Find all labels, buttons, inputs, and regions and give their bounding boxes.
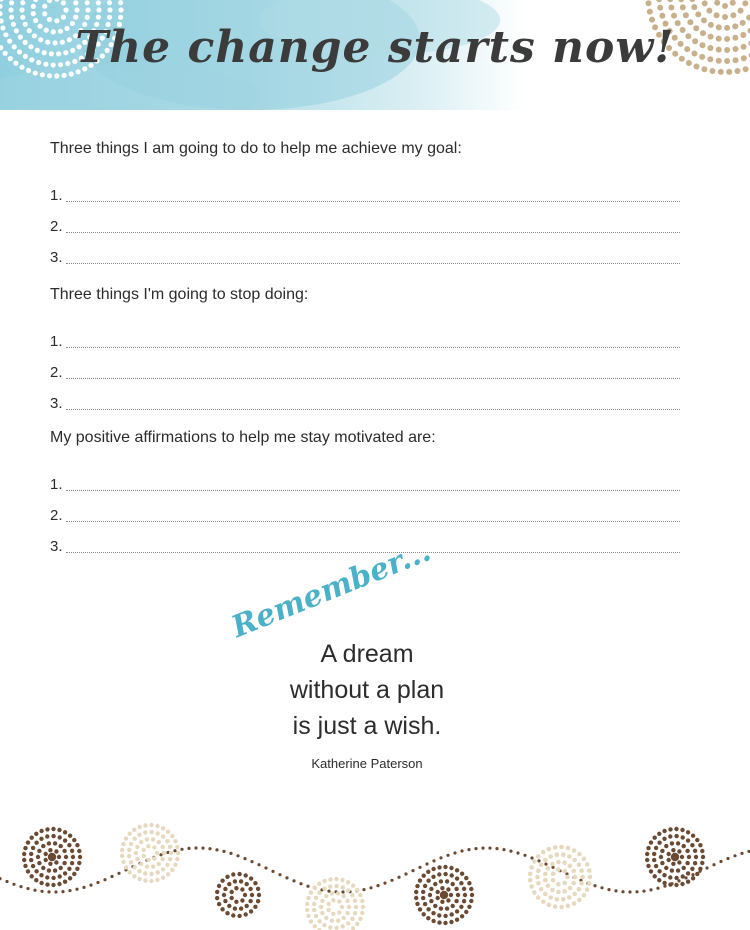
- quote-line: without a plan: [289, 676, 445, 704]
- answer-line[interactable]: [50, 320, 680, 351]
- quote-line: is just a wish.: [292, 712, 442, 740]
- dotted-answer-field[interactable]: [66, 476, 680, 491]
- section-stop-things: [50, 284, 680, 413]
- remember-label: Remember...: [226, 533, 436, 645]
- footer-dot-art: [0, 815, 750, 930]
- answer-line[interactable]: [50, 351, 680, 382]
- line-number: 3.: [50, 538, 63, 555]
- dotted-answer-field[interactable]: [66, 395, 680, 410]
- dotted-answer-field[interactable]: [66, 364, 680, 379]
- line-number: 2.: [50, 507, 63, 524]
- answer-line[interactable]: [50, 525, 680, 556]
- section-heading: Three things I'm going to stop doing:: [50, 286, 309, 303]
- answer-line[interactable]: [50, 174, 680, 205]
- header-banner: [0, 0, 750, 110]
- quote-line: A dream: [320, 640, 414, 668]
- answer-line[interactable]: [50, 463, 680, 494]
- dotted-trail-icon: [0, 846, 750, 893]
- dotted-answer-field[interactable]: [66, 218, 680, 233]
- dotted-answer-field[interactable]: [66, 333, 680, 348]
- section-heading: Three things I am going to do to help me achieve my goal:: [50, 140, 462, 157]
- dot-mandala-icon: [22, 823, 705, 930]
- answer-line[interactable]: [50, 494, 680, 525]
- answer-line[interactable]: [50, 236, 680, 267]
- line-number: 3.: [50, 249, 63, 266]
- answer-line[interactable]: [50, 382, 680, 413]
- dotted-answer-field[interactable]: [66, 187, 680, 202]
- quote-text: [217, 636, 517, 744]
- line-number: 1.: [50, 187, 63, 204]
- section-heading: My positive affirmations to help me stay motivated are:: [50, 429, 436, 446]
- section-do-things: [50, 138, 680, 267]
- quote-author: Katherine Paterson: [311, 756, 423, 771]
- dotted-answer-field[interactable]: [66, 249, 680, 264]
- line-number: 1.: [50, 476, 63, 493]
- dotted-answer-field[interactable]: [66, 507, 680, 522]
- section-affirmations: [50, 427, 680, 556]
- page-title: The change starts now!: [75, 22, 675, 73]
- answer-line[interactable]: [50, 205, 680, 236]
- line-number: 1.: [50, 333, 63, 350]
- line-number: 3.: [50, 395, 63, 412]
- line-number: 2.: [50, 364, 63, 381]
- dotted-answer-field[interactable]: [66, 538, 680, 553]
- line-number: 2.: [50, 218, 63, 235]
